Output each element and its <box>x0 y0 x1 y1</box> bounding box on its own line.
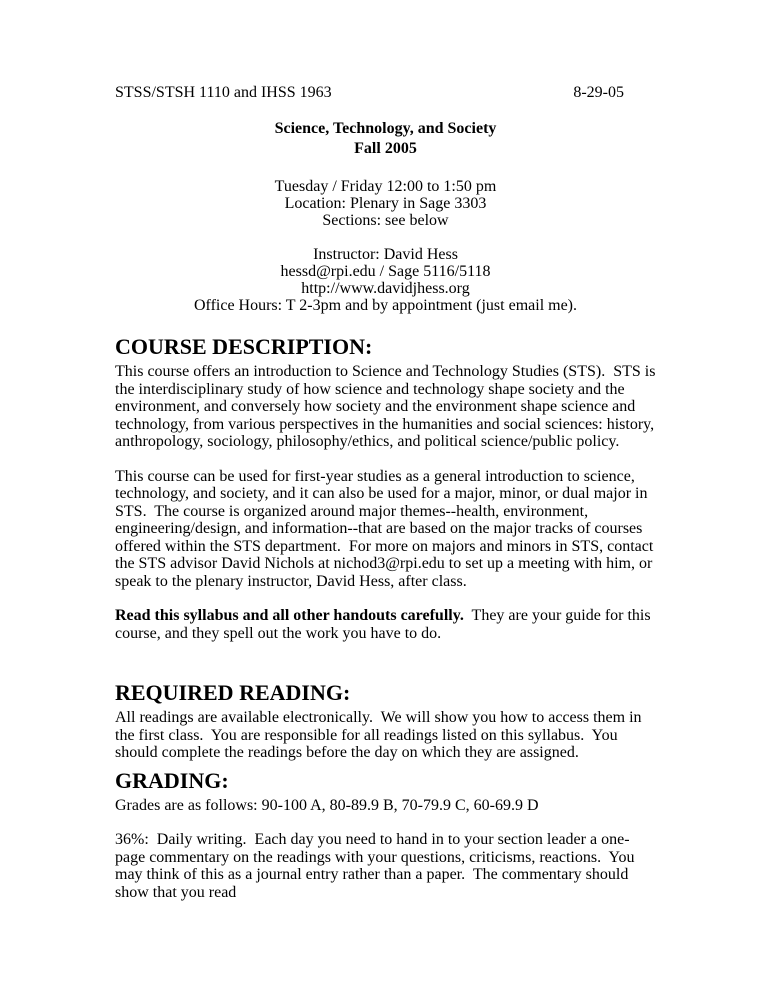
grading-daily-writing-paragraph: 36%: Daily writing. Each day you need to hand in to your section leader a one-page commentary on the readings with your questions, criticisms, reactions. You may think of this as a journal entry rather than a paper. The commentary should show that you read <box>115 831 639 901</box>
doc-title: Science, Technology, and Society <box>274 120 497 137</box>
course-description-section <box>115 334 660 642</box>
office-hours: Office Hours: T 2-3pm and by appointment (just email me). <box>193 297 578 314</box>
course-description-paragraph-2: This course can be used for first-year studies as a general introduction to science, technology, and society, and it can also be used for a major, minor, or dual major in STS. The course is organized around major themes--health, environment, engineering/design, and information--that are based on the major tracks of courses offered within the STS department. For more on majors and minors in STS, contact the STS advisor David Nichols at nichod3@rpi.edu to set up a meeting with him, or speak to the plenary instructor, David Hess, after class. <box>115 467 658 590</box>
syllabus-warning-rest: They are your guide for this course, and they spell out the work you have to do. <box>115 607 655 642</box>
required-reading-heading: REQUIRED READING: <box>115 680 351 705</box>
required-reading-section <box>115 680 656 762</box>
meeting-info-block <box>115 178 656 229</box>
instructor-name: Instructor: David Hess <box>313 246 458 263</box>
doc-term: Fall 2005 <box>354 140 417 157</box>
required-reading-paragraph: All readings are available electronically. We will show you how to access them in the first class. You are responsible for all readings listed on this syllabus. You should complete the readings before the day on which they are assigned. <box>115 709 646 761</box>
course-code: STSS/STSH 1110 and IHSS 1963 <box>115 84 332 101</box>
meeting-sections: Sections: see below <box>322 212 449 229</box>
meeting-time: Tuesday / Friday 12:00 to 1:50 pm <box>274 178 497 195</box>
meeting-location: Location: Plenary in Sage 3303 <box>284 195 487 212</box>
doc-header <box>115 84 656 102</box>
course-description-heading: COURSE DESCRIPTION: <box>115 334 373 359</box>
course-description-paragraph-3 <box>115 607 656 642</box>
instructor-website: http://www.davidjhess.org <box>301 280 470 297</box>
course-description-paragraph-1: This course offers an introduction to Science and Technology Studies (STS). STS is the interdisciplinary study of how science and technology shape society and the environment, and conversely how society and the environment shape science and technology, from various perspectives in the humanities and social sciences: history, anthropology, sociology, philosophy/ethics, and political science/public policy. <box>115 363 660 450</box>
instructor-contact: hessd@rpi.edu / Sage 5116/5118 <box>280 263 491 280</box>
instructor-block <box>115 246 656 314</box>
grading-heading: GRADING: <box>115 767 229 793</box>
title-block <box>115 119 656 159</box>
grading-scale: Grades are as follows: 90-100 A, 80-89.9 B, 70-79.9 C, 60-69.9 D <box>115 796 539 814</box>
doc-date: 8-29-05 <box>573 84 624 101</box>
syllabus-warning-bold: Read this syllabus and all other handouts carefully. <box>115 607 464 624</box>
grading-section <box>115 768 656 902</box>
